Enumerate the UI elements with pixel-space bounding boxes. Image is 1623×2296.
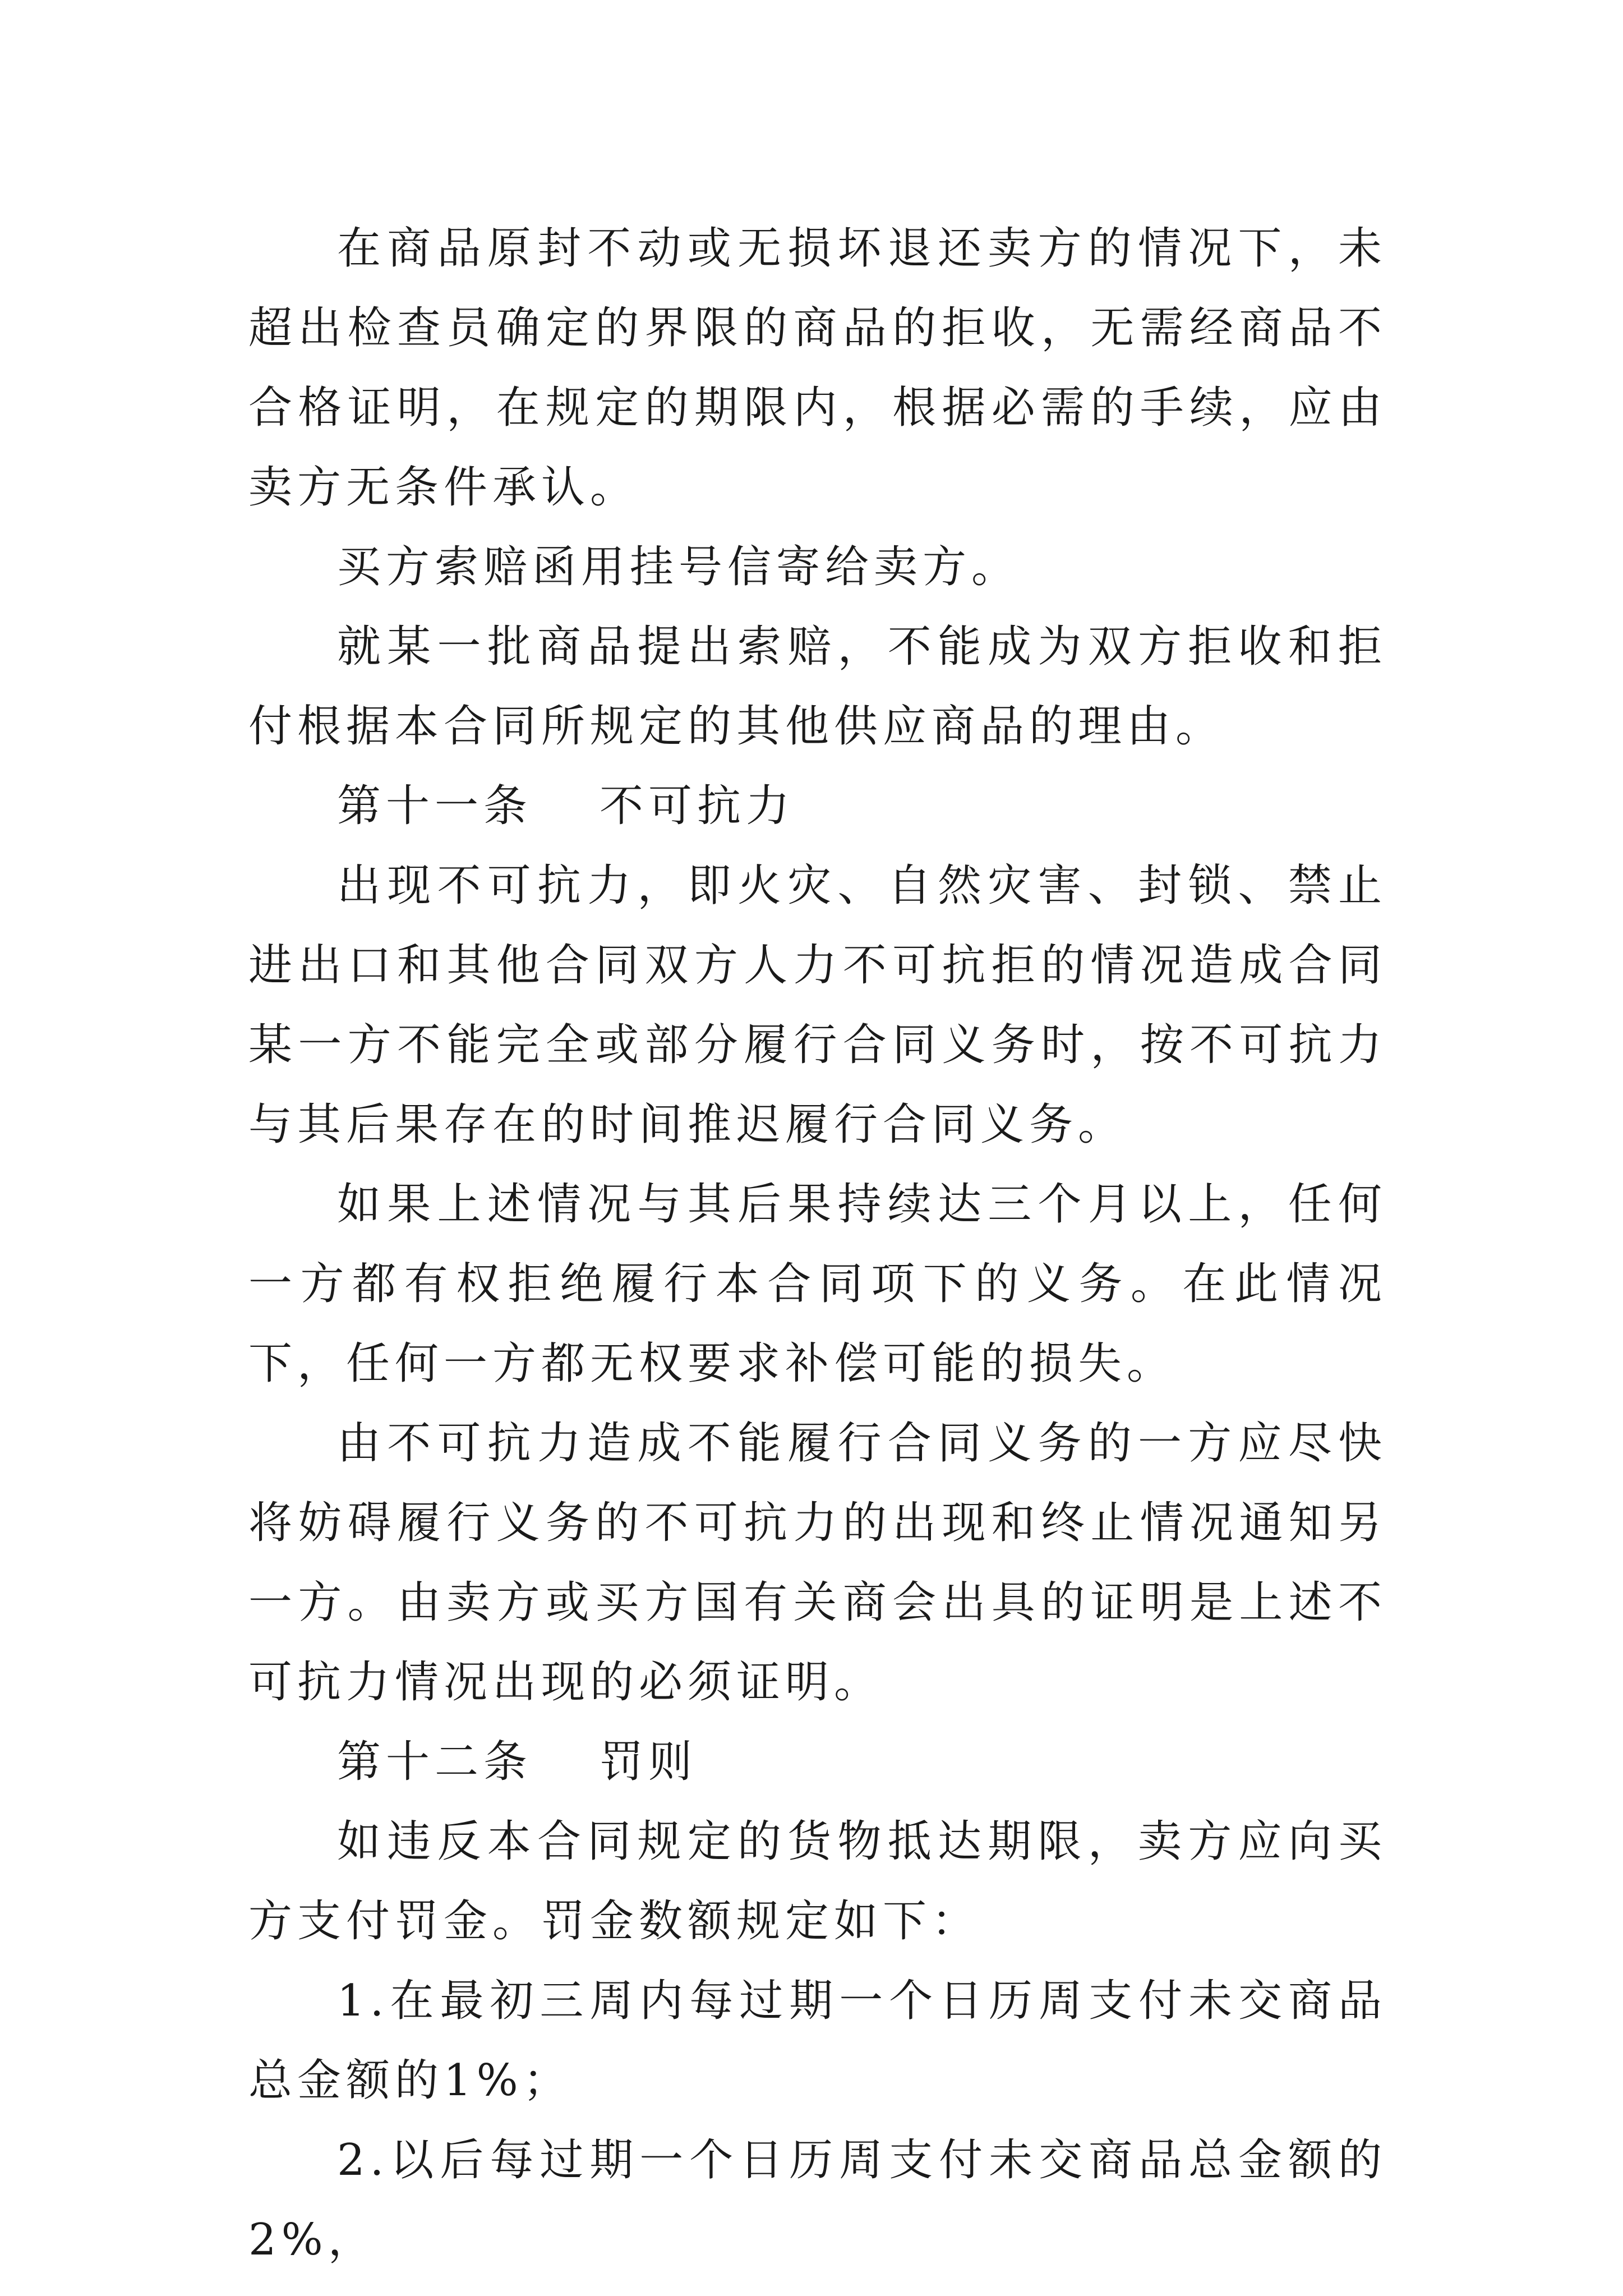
paragraph: 由不可抗力造成不能履行合同义务的一方应尽快将妨碍履行义务的不可抗力的出现和终止情况通知另一方。由卖方或买方国有关商会出具的证明是上述不可抗力情况出现的必须证明。 [248,1418,1387,1708]
list-item: 1.在最初三周内每过期一个日历周支付未交商品总金额的1%； [248,1976,1387,2106]
article-title: 不可抗力 [600,781,795,831]
article-number: 第十一条 [337,781,533,831]
paragraph: 如果上述情况与其后果持续达三个月以上，任何一方都有权拒绝履行本合同项下的义务。在此情况下，任何一方都无权要求补偿可能的损失。 [248,1179,1387,1389]
paragraph: 买方索赔函用挂号信寄给卖方。 [337,542,1021,592]
paragraph: 就某一批商品提出索赔，不能成为双方拒收和拒付根据本合同所规定的其他供应商品的理由。 [248,622,1387,752]
list-item: 2.以后每过期一个日历周支付未交商品总金额的2%， [248,2135,1387,2265]
document-body [248,209,1387,2280]
article-heading-12 [248,1722,1387,1802]
paragraph: 在商品原封不动或无损坏退还卖方的情况下，未超出检查员确定的界限的商品的拒收，无需经商品不合格证明，在规定的期限内，根据必需的手续，应由卖方无条件承认。 [248,223,1387,513]
article-number: 第十二条 [337,1737,533,1787]
paragraph: 如违反本合同规定的货物抵达期限，卖方应向买方支付罚金。罚金数额规定如下： [248,1816,1387,1947]
paragraph: 出现不可抗力，即火灾、自然灾害、封锁、禁止进出口和其他合同双方人力不可抗拒的情况造成合同某一方不能完全或部分履行合同义务时，按不可抗力与其后果存在的时间推迟履行合同义务。 [248,861,1387,1150]
article-title: 罚则 [600,1737,698,1787]
article-heading-11 [248,766,1387,846]
